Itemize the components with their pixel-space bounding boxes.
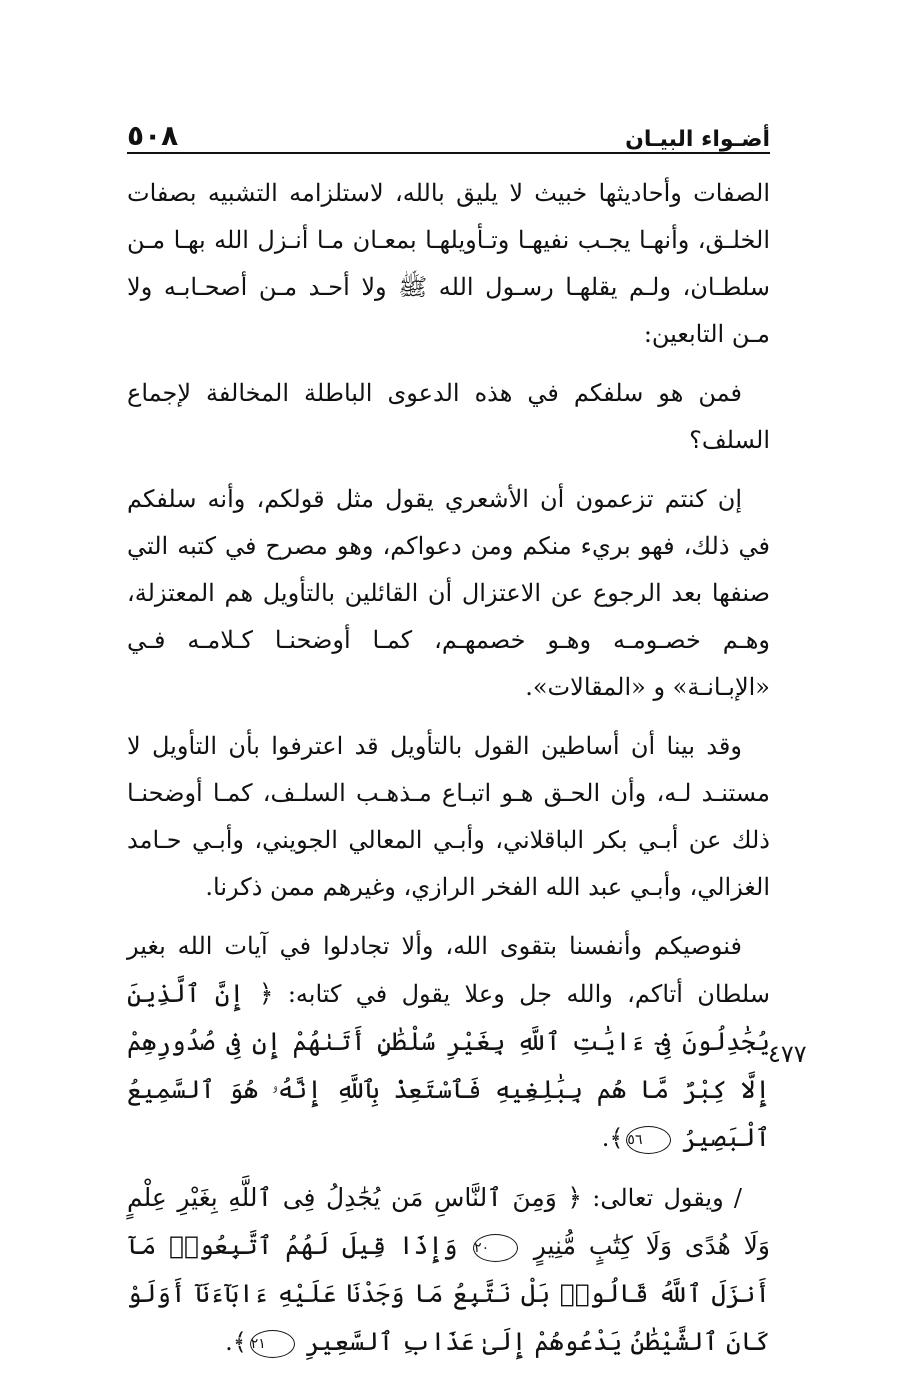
paragraph [127, 170, 770, 358]
quran-verse: وَإِذَا قِيلَ لَهُمُ ٱتَّبِعُوا۟ مَآ أَنزَلَ ٱللَّهُ قَالُوا۟ بَلْ نَتَّبِعُ مَا وَجَدْنَا عَلَيْهِ ءَابَآءَنَآ أَوَلَوْ كَانَ ٱلشَّيْطَٰنُ يَدْعُوهُمْ إِلَىٰ عَذَابِ ٱلسَّعِيرِ [127, 1231, 770, 1356]
paragraph-text: وقد بينا أن أساطين القول بالتأويل قد اعترفوا بأن التأويل لا مستنـد لـه، وأن الحـق هـو اتبـاع مـذهـب السلـف، كمـا أوضحنـا ذلك عن أبـي بكر الباقلاني، وأبـي المعالي الجويني، وأبـي حـامد الغزالي، وأبـي عبد الله الفخر الرازي، وغيرهم ممن ذكرنا. [127, 732, 770, 901]
paragraph [127, 1174, 770, 1366]
quran-verse: ﴿ إِنَّ ٱلَّذِينَ يُجَٰدِلُونَ فِىٓ ءَايَٰتِ ٱللَّهِ بِغَيْرِ سُلْطَٰنٍ أَتَىٰهُمْ إِن فِى صُدُورِهِمْ إِلَّا كِبْرٌ مَّا هُم بِبَٰلِغِيهِ فَٱسْتَعِذْ بِٱللَّهِ إِنَّهُۥ هُوَ ٱلسَّمِيعُ ٱلْبَصِيرُ [127, 979, 770, 1152]
paragraph-text: الصفات وأحاديثها خبيث لا يليق بالله، لاستلزامه التشبيه بصفات الخلـق، وأنهـا يجـب نفيهـا وتـأويلهـا بمعـان مـا أنـزل الله بهـا مـن سلطـان، ولـم يقلهـا رسـول الله ﷺ ولا أحـد مـن أصحـابـه ولا مـن التابعين: [127, 179, 770, 348]
verse-close: ﴾. [225, 1328, 247, 1356]
paragraph-text: فمن هو سلفكم في هذه الدعوى الباطلة المخالفة لإجماع السلف؟ [127, 379, 770, 454]
paragraph-text: إن كنتم تزعمون أن الأشعري يقول مثل قولكم، وأنه سلفكم في ذلك، فهو بريء منكم ومن دعواكم، وهو مصرح في كتبه التي صنفها بعد الرجوع عن الاعتزال أن القائلين بالتأويل هم المعتزلة، وهـم خصـومـه وهـو خصمهـم، كمـا أوضحنـا كـلامـه فـي «الإبـانـة» و «المقالات». [127, 485, 770, 701]
body-text [127, 170, 770, 1378]
paragraph-lead: / ويقول تعالى: [592, 1184, 742, 1212]
verse-close: ﴾. [601, 1124, 624, 1152]
paragraph [127, 723, 770, 911]
verse-number-marker: ٢٠ [473, 1234, 518, 1262]
header-rule [127, 152, 770, 154]
page-number: ٥٠٨ [127, 119, 179, 152]
paragraph [127, 370, 770, 464]
paragraph-text: فنوصيكم وأنفسنا بتقوى الله، وألا تجادلوا في آيات الله بغير سلطان أتاكم، والله جل وعلا يقول في كتابه: [127, 932, 770, 1008]
paragraph [127, 923, 770, 1162]
running-title: أضـواء البيـان [625, 127, 770, 152]
verse-number-marker: ٥٦ [626, 1126, 671, 1154]
page-header [127, 112, 770, 152]
paragraph [127, 476, 770, 711]
verse-number-marker: ٢١ [250, 1330, 295, 1358]
quran-verse: ﴿ وَمِنَ ٱلنَّاسِ مَن يُجَٰدِلُ فِى ٱللَّهِ بِغَيْرِ عِلْمٍ وَلَا هُدًى وَلَا كِتَٰبٍ مُّنِيرٍ [127, 1183, 770, 1260]
margin-page-reference: ٤٧٧ [768, 1040, 807, 1068]
